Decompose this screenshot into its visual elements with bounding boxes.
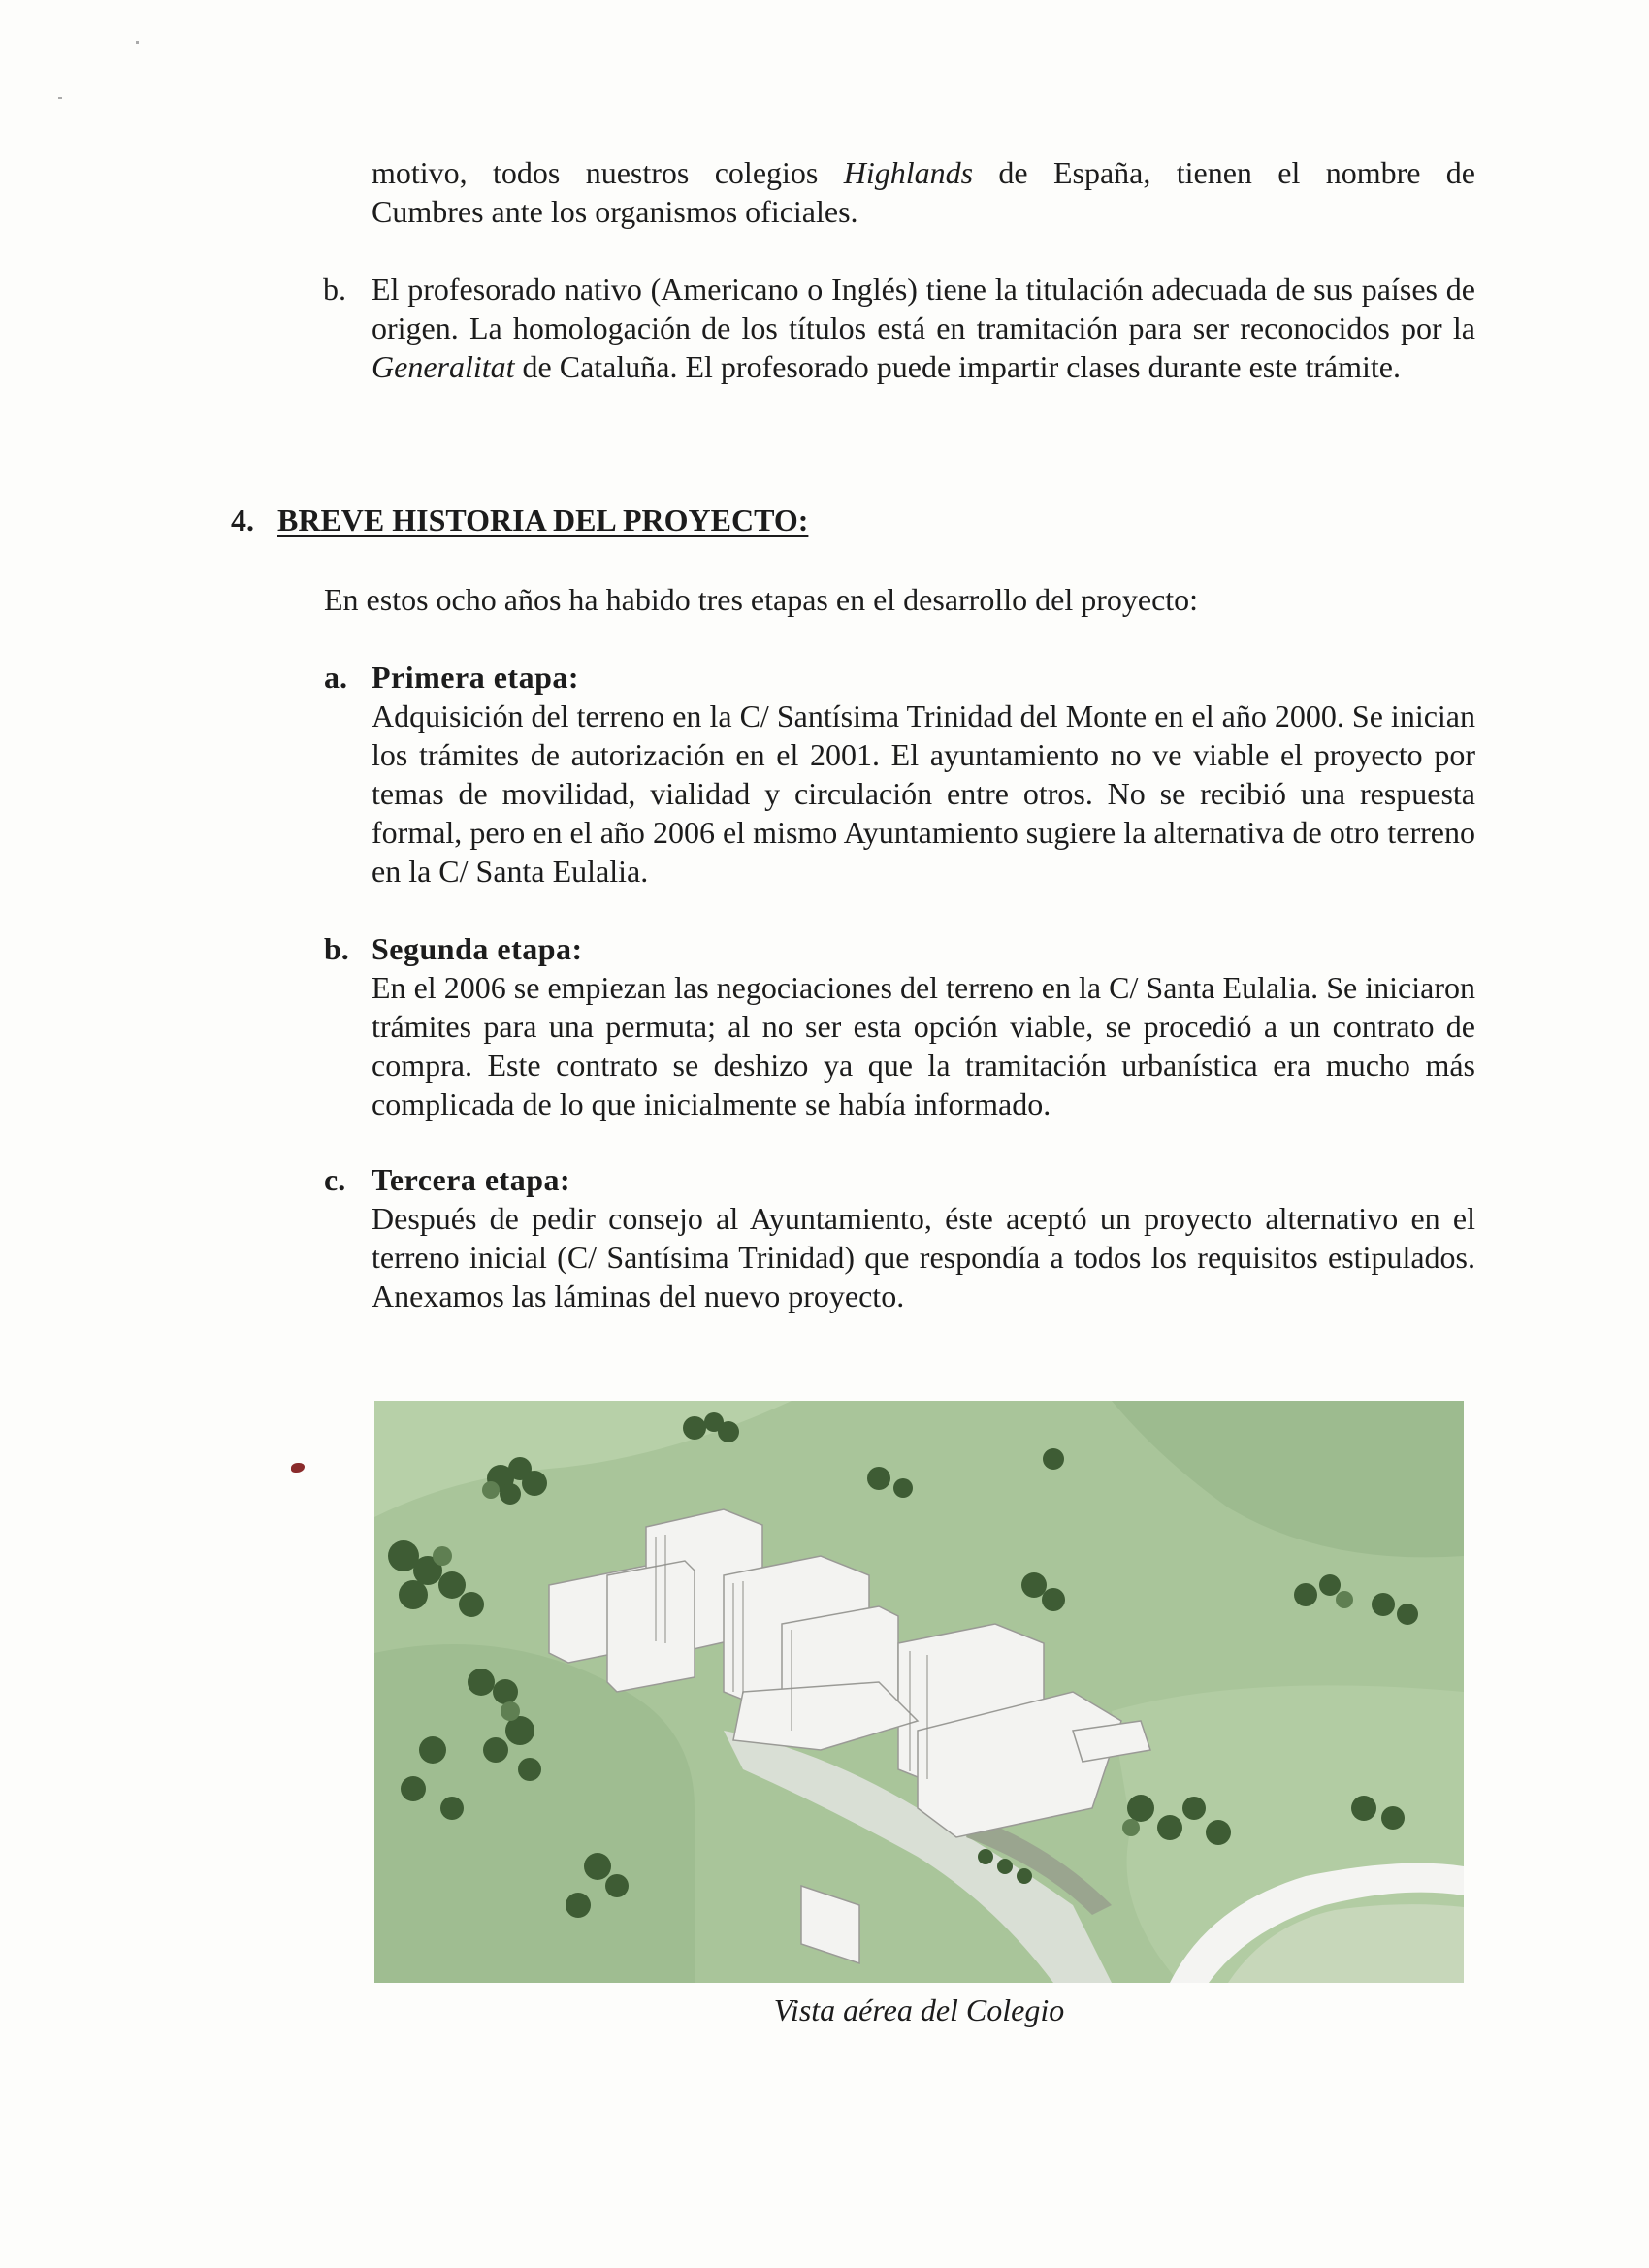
section-number: 4. xyxy=(231,502,254,537)
stage-a-marker: a. xyxy=(324,660,347,695)
stage-a xyxy=(372,658,1475,891)
intro-paragraph xyxy=(372,153,1475,231)
figure-caption: Vista aérea del Colegio xyxy=(773,1993,1065,2027)
intro-line-2: Cumbres ante los organismos oficiales. xyxy=(372,194,858,229)
aerial-view-illustration xyxy=(374,1401,1464,1983)
aerial-view-image xyxy=(374,1401,1464,1983)
stage-b-text: En el 2006 se empiezan las negociaciones del terreno en la C/ Santa Eulalia. Se iniciaron trámites para una permuta; al no ser esta opción viable, se procedió a un contrato de compra. Este contrato se deshizo ya que la tramitación urbanística era mucho más complicada de lo que inicialmente se había informado. xyxy=(372,970,1475,1121)
scan-speck xyxy=(58,97,62,99)
section-heading xyxy=(231,501,808,539)
stage-b xyxy=(372,929,1475,1123)
section-intro: En estos ocho años ha habido tres etapas en el desarrollo del proyecto: xyxy=(324,582,1199,617)
stage-c-title: Tercera etapa: xyxy=(372,1162,571,1197)
stage-c-text: Después de pedir consejo al Ayuntamiento, éste aceptó un proyecto alternativo en el terreno inicial (C/ Santísima Trinidad) que respondía a todos los requisitos estipulados. Anexamos las láminas del nuevo proyecto. xyxy=(372,1201,1475,1313)
section-title: BREVE HISTORIA DEL PROYECTO: xyxy=(277,502,809,537)
stage-a-text: Adquisición del terreno en la C/ Santísima Trinidad del Monte en el año 2000. Se inician los trámites de autorización en el 2001. El ayuntamiento no ve viable el proyecto por temas de movilidad, vialidad y circulación entre otros. No se recibió una respuesta formal, pero en el año 2006 el mismo Ayuntamiento sugiere la alternativa de otro terreno en la C/ Santa Eulalia. xyxy=(372,698,1475,889)
generalitat-term: Generalitat xyxy=(372,349,515,384)
stage-b-title: Segunda etapa: xyxy=(372,931,583,966)
stage-a-title: Primera etapa: xyxy=(372,660,580,695)
scan-speck xyxy=(291,1463,305,1473)
stage-c xyxy=(372,1160,1475,1315)
item-b-paragraph: El profesorado nativo (Americano o Inglés) tiene la titulación adecuada de sus países de origen. La homologación de los títulos está en tramitación para ser reconocidos por la Generalitat de Cataluña. El profesorado puede impartir clases durante este trámite. xyxy=(372,272,1475,384)
item-b-marker: b. xyxy=(323,272,346,307)
intro-line-1: motivo, todos nuestros colegios Highlands de España, tienen el nombre de xyxy=(372,155,1476,190)
scan-speck xyxy=(136,41,139,44)
stage-b-marker: b. xyxy=(324,931,349,966)
highlands-term: Highlands xyxy=(843,155,974,190)
stage-c-marker: c. xyxy=(324,1162,346,1197)
